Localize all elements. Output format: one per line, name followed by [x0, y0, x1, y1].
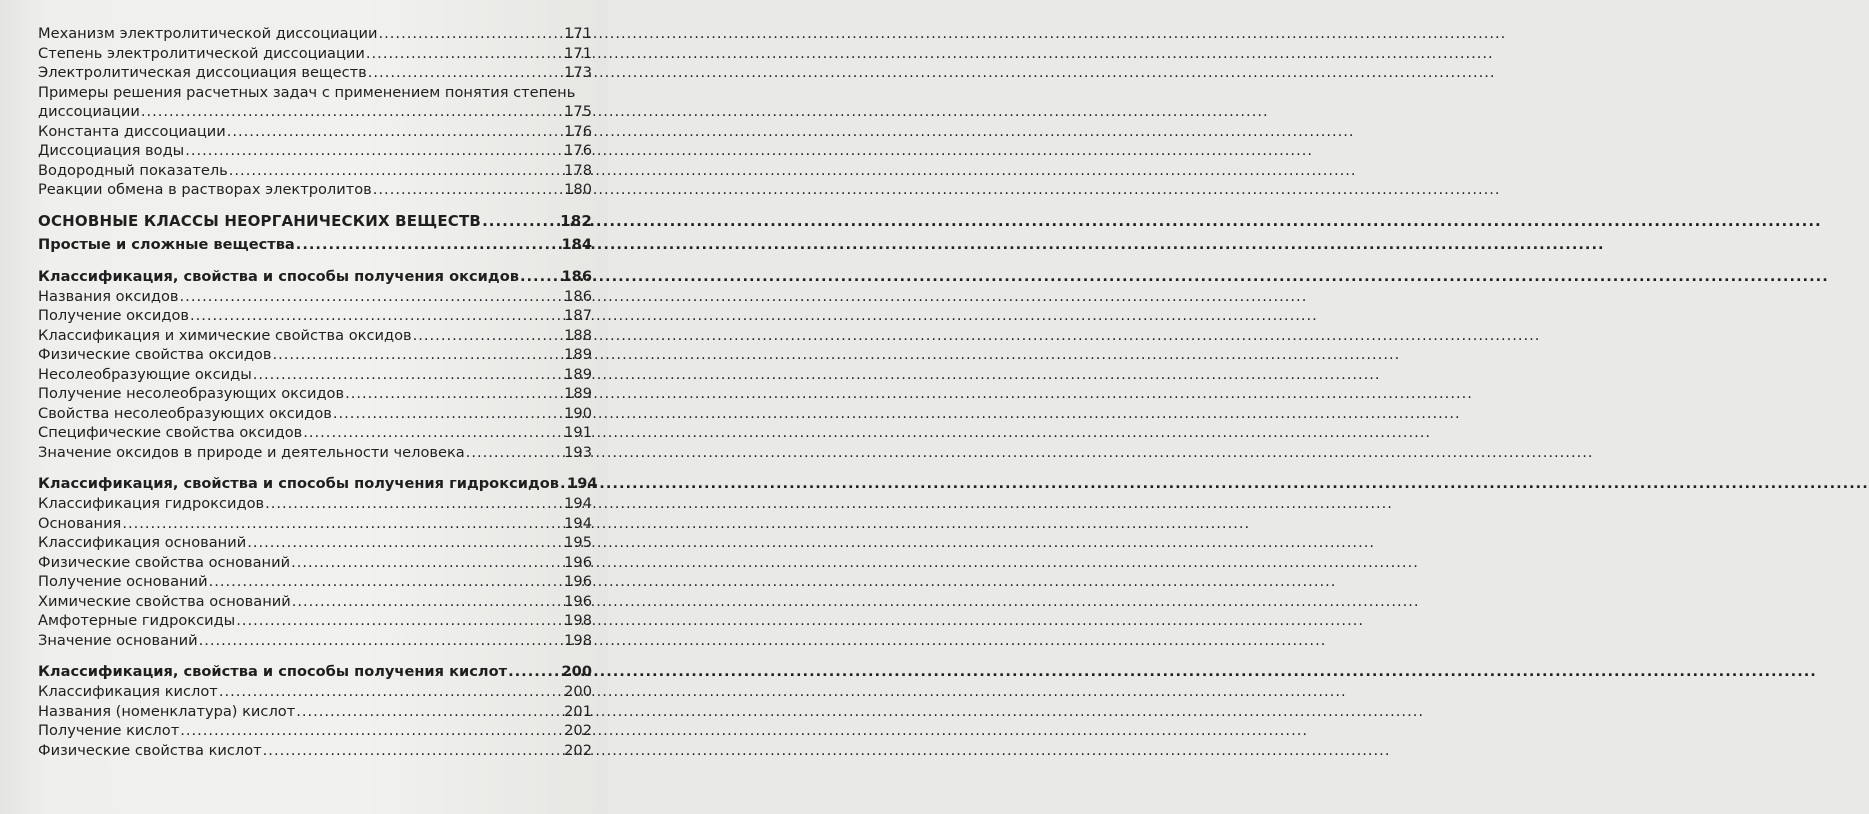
toc-entry-page: 176 — [564, 142, 592, 160]
dot-leader — [141, 102, 563, 122]
toc-entry-title: Водородный показатель — [38, 161, 228, 179]
toc-entry — [38, 741, 592, 761]
dot-leader — [413, 326, 564, 346]
toc-entry — [38, 721, 592, 741]
toc-entry-title: Получение оксидов — [38, 307, 189, 325]
toc-entry-page: 190 — [564, 404, 592, 422]
toc-entry-page: 178 — [564, 161, 592, 179]
dot-leader — [296, 235, 561, 255]
toc-entry-title: ОСНОВНЫЕ КЛАССЫ НЕОРГАНИЧЕСКИХ ВЕЩЕСТВ — [38, 211, 482, 230]
table-of-contents — [38, 24, 598, 760]
dot-leader — [482, 212, 559, 232]
toc-entry-title: Константа диссоциации — [38, 122, 226, 140]
toc-entry-page: 171 — [564, 44, 592, 62]
toc-entry — [38, 24, 592, 44]
dot-leader — [520, 267, 561, 287]
dot-leader — [366, 44, 563, 64]
dot-leader — [466, 443, 563, 463]
dot-leader — [219, 682, 563, 702]
toc-entry — [38, 122, 592, 142]
toc-entry-title: Физические свойства оксидов — [38, 346, 272, 364]
dot-leader — [209, 572, 564, 592]
dot-leader — [229, 161, 563, 181]
toc-chapter-heading — [38, 212, 592, 232]
toc-entry — [38, 572, 592, 592]
dot-leader — [180, 287, 564, 307]
toc-entry-page: 193 — [564, 443, 592, 461]
toc-entry-page: 189 — [564, 365, 592, 383]
toc-entry-title: Названия оксидов — [38, 287, 179, 305]
toc-entry — [38, 404, 592, 424]
toc-entry-title: Значение оснований — [38, 631, 198, 649]
toc-entry-page: 194 — [564, 514, 592, 532]
toc-entry-title: Классификация оснований — [38, 534, 247, 552]
book-page — [0, 0, 608, 814]
toc-entry-page: 180 — [564, 181, 592, 199]
dot-leader — [253, 365, 563, 385]
toc-entry — [38, 592, 592, 612]
dot-leader — [263, 741, 563, 761]
dot-leader — [368, 63, 563, 83]
toc-entry-title: Названия (номенклатура) кислот — [38, 702, 296, 720]
toc-entry-page: 202 — [564, 722, 592, 740]
toc-entry — [38, 702, 592, 722]
toc-entry-title: Механизм электролитической диссоциации — [38, 25, 378, 42]
toc-entry-page: 194 — [567, 475, 598, 493]
toc-entry-title: Основания — [38, 514, 122, 532]
toc-entry-title: диссоциации — [38, 103, 140, 121]
toc-entry-title: Амфотерные гидроксиды — [38, 612, 236, 630]
dot-leader — [291, 553, 563, 573]
toc-entry-title: Степень электролитической диссоциации — [38, 44, 365, 62]
toc-entry-title: Классификация, свойства и способы получения оксидов — [38, 268, 519, 286]
dot-leader — [247, 533, 563, 553]
toc-entry-page: 182 — [560, 211, 592, 230]
toc-entry-title: Несолеобразующие оксиды — [38, 365, 252, 383]
dot-leader — [199, 631, 564, 651]
toc-entry-title: Классификация гидроксидов — [38, 495, 265, 513]
toc-entry-page: 196 — [564, 573, 592, 591]
toc-entry-wrapped-line — [38, 83, 592, 103]
toc-entry-title: Простые и сложные вещества — [38, 236, 295, 254]
toc-entry — [38, 161, 592, 181]
dot-leader — [303, 423, 563, 443]
dot-leader — [373, 180, 563, 200]
toc-entry-page: 196 — [564, 553, 592, 571]
dot-leader — [333, 404, 563, 424]
toc-entry-page: 189 — [564, 385, 592, 403]
toc-entry — [38, 141, 592, 161]
dot-leader — [272, 345, 563, 365]
dot-leader — [296, 702, 563, 722]
toc-entry-page: 186 — [564, 287, 592, 305]
toc-entry-title: Свойства несолеобразующих оксидов — [38, 404, 332, 422]
toc-entry-page: 198 — [564, 631, 592, 649]
toc-section-heading — [38, 474, 598, 494]
toc-entry — [38, 423, 592, 443]
toc-entry-page: 187 — [564, 307, 592, 325]
toc-entry-title: Получение несолеобразующих оксидов — [38, 385, 345, 403]
toc-entry-page: 200 — [564, 682, 592, 700]
toc-entry — [38, 326, 592, 346]
toc-entry-title: Физические свойства оснований — [38, 553, 291, 571]
dot-leader — [185, 141, 563, 161]
toc-entry — [38, 384, 592, 404]
toc-entry-page: 186 — [561, 268, 592, 286]
toc-entry-page: 198 — [564, 612, 592, 630]
dot-leader — [292, 592, 563, 612]
toc-entry — [38, 533, 592, 553]
toc-entry-title: Специфические свойства оксидов — [38, 424, 303, 442]
toc-entry-title: Реакции обмена в растворах электролитов — [38, 181, 372, 199]
toc-entry-title: Классификация кислот — [38, 682, 218, 700]
toc-entry-page: 201 — [564, 702, 592, 720]
dot-leader — [345, 384, 563, 404]
toc-entry — [38, 44, 592, 64]
toc-entry — [38, 306, 592, 326]
toc-entry-page: 176 — [564, 122, 592, 140]
toc-entry-page: 196 — [564, 592, 592, 610]
toc-entry-page: 194 — [564, 495, 592, 513]
toc-entry-page: 173 — [564, 64, 592, 82]
toc-entry-title: Физические свойства кислот — [38, 741, 262, 759]
toc-entry — [38, 287, 592, 307]
toc-entry-title: Классификация, свойства и способы получения кислот — [38, 663, 508, 681]
toc-section-heading — [38, 267, 592, 287]
toc-entry-page: 175 — [564, 103, 592, 121]
toc-entry-title: Классификация, свойства и способы получения гидроксидов — [38, 475, 560, 493]
toc-entry-title: Электролитическая диссоциация веществ — [38, 64, 367, 82]
dot-leader — [122, 514, 563, 534]
toc-entry-title: Химические свойства оснований — [38, 592, 291, 610]
toc-entry-page: 171 — [564, 25, 592, 42]
toc-entry-page: 188 — [564, 326, 592, 344]
dot-leader — [180, 721, 563, 741]
toc-entry-title: Получение оснований — [38, 573, 208, 591]
toc-entry-title: Классификация и химические свойства оксидов — [38, 326, 412, 344]
dot-leader — [227, 122, 563, 142]
toc-entry — [38, 443, 592, 463]
toc-section-heading — [38, 235, 592, 255]
toc-entry — [38, 180, 592, 200]
toc-entry-page: 184 — [561, 236, 592, 254]
dot-leader — [379, 24, 564, 44]
dot-leader — [265, 494, 563, 514]
toc-entry-page: 195 — [564, 534, 592, 552]
toc-entry-title: Диссоциация воды — [38, 142, 185, 160]
toc-entry-page: 200 — [561, 663, 592, 681]
dot-leader — [508, 662, 560, 682]
toc-entry — [38, 494, 592, 514]
toc-entry-page: 202 — [564, 741, 592, 759]
toc-section-heading — [38, 662, 592, 682]
dot-leader — [190, 306, 563, 326]
toc-entry — [38, 365, 592, 385]
toc-entry — [38, 514, 592, 534]
toc-entry — [38, 611, 592, 631]
toc-entry-page: 189 — [564, 346, 592, 364]
toc-entry — [38, 63, 592, 83]
toc-entry-title-line1: Примеры решения расчетных задач с применением понятия степень — [38, 83, 576, 101]
toc-entry — [38, 102, 592, 122]
toc-entry-page: 191 — [564, 424, 592, 442]
toc-entry-title: Получение кислот — [38, 722, 180, 740]
dot-leader — [560, 474, 566, 494]
toc-entry-title: Значение оксидов в природе и деятельности человека — [38, 443, 465, 461]
toc-entry — [38, 631, 592, 651]
toc-entry — [38, 553, 592, 573]
toc-entry — [38, 682, 592, 702]
dot-leader — [236, 611, 563, 631]
toc-entry — [38, 345, 592, 365]
